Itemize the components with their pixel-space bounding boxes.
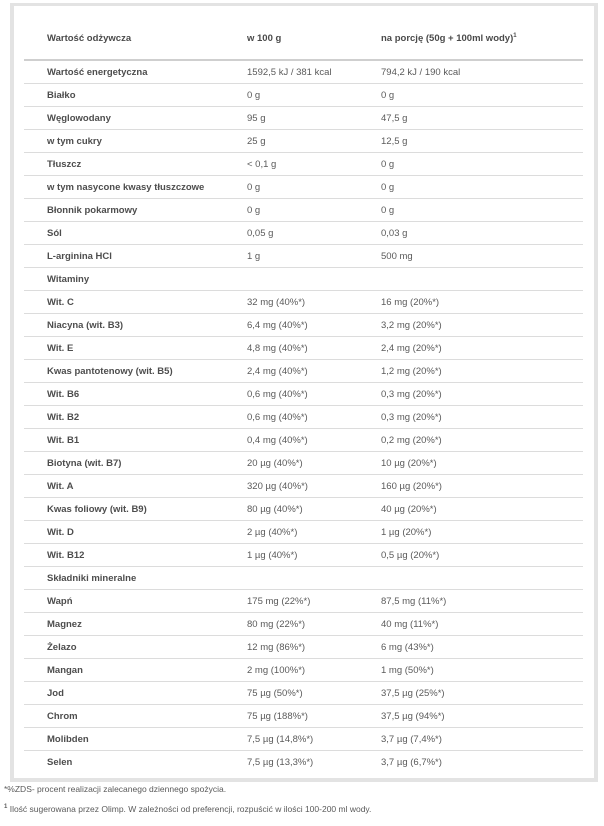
table-row bbox=[24, 222, 583, 245]
value-per-100g: 4,8 mg (40%*) bbox=[225, 337, 359, 360]
value-per-serving: 3,7 µg (7,4%*) bbox=[359, 728, 583, 751]
footnote-zds: *%ZDS- procent realizacji zalecanego dziennego spożycia. bbox=[4, 784, 227, 794]
table-row bbox=[24, 130, 583, 153]
value-per-serving: 0,2 mg (20%*) bbox=[359, 429, 583, 452]
table-row bbox=[24, 314, 583, 337]
nutrient-name: Żelazo bbox=[24, 636, 225, 659]
value-per-100g: 12 mg (86%*) bbox=[225, 636, 359, 659]
value-per-serving: 0,03 g bbox=[359, 222, 583, 245]
value-per-serving: 1 µg (20%*) bbox=[359, 521, 583, 544]
table-row bbox=[24, 268, 583, 291]
table-row bbox=[24, 544, 583, 567]
value-per-100g: 1 g bbox=[225, 245, 359, 268]
table-row bbox=[24, 176, 583, 199]
table-row bbox=[24, 199, 583, 222]
table-row bbox=[24, 107, 583, 130]
value-per-100g: 175 mg (22%*) bbox=[225, 590, 359, 613]
table-header-row bbox=[24, 18, 583, 60]
table-row bbox=[24, 245, 583, 268]
table-row bbox=[24, 60, 583, 84]
nutrition-table-frame bbox=[10, 3, 598, 782]
table-row bbox=[24, 291, 583, 314]
value-per-100g: 2 mg (100%*) bbox=[225, 659, 359, 682]
table-row bbox=[24, 452, 583, 475]
value-per-serving bbox=[359, 268, 583, 291]
table-row bbox=[24, 636, 583, 659]
nutrient-name: Chrom bbox=[24, 705, 225, 728]
value-per-100g: 320 µg (40%*) bbox=[225, 475, 359, 498]
value-per-100g: 80 mg (22%*) bbox=[225, 613, 359, 636]
nutrient-name: Wit. C bbox=[24, 291, 225, 314]
value-per-100g: 32 mg (40%*) bbox=[225, 291, 359, 314]
value-per-100g: 2 µg (40%*) bbox=[225, 521, 359, 544]
nutrient-name: Węglowodany bbox=[24, 107, 225, 130]
header-per-serving bbox=[359, 18, 583, 60]
header-footnote-marker: 1 bbox=[513, 33, 517, 39]
table-body bbox=[24, 60, 583, 773]
table-row bbox=[24, 429, 583, 452]
nutrient-name: Molibden bbox=[24, 728, 225, 751]
value-per-serving: 37,5 µg (25%*) bbox=[359, 682, 583, 705]
value-per-serving: 0 g bbox=[359, 199, 583, 222]
value-per-100g: 0,6 mg (40%*) bbox=[225, 406, 359, 429]
value-per-serving: 0,3 mg (20%*) bbox=[359, 383, 583, 406]
footnote-serving-marker: 1 bbox=[4, 804, 8, 810]
value-per-serving bbox=[359, 567, 583, 590]
header-per-serving-label: na porcję (50g + 100ml wody) bbox=[381, 33, 514, 44]
value-per-100g bbox=[225, 268, 359, 291]
value-per-100g: 25 g bbox=[225, 130, 359, 153]
value-per-100g: 2,4 mg (40%*) bbox=[225, 360, 359, 383]
nutrient-name: Wapń bbox=[24, 590, 225, 613]
nutrient-name: Wit. B1 bbox=[24, 429, 225, 452]
value-per-serving: 0,5 µg (20%*) bbox=[359, 544, 583, 567]
nutrient-name: Selen bbox=[47, 756, 73, 768]
nutrient-name: Wit. D bbox=[24, 521, 225, 544]
value-per-serving: 6 mg (43%*) bbox=[359, 636, 583, 659]
value-per-100g: 7,5 µg (13,3%*) bbox=[247, 756, 314, 768]
value-per-serving: 0,3 mg (20%*) bbox=[359, 406, 583, 429]
value-per-serving: 0 g bbox=[359, 153, 583, 176]
value-per-serving: 1 mg (50%*) bbox=[359, 659, 583, 682]
nutrient-name: Wit. B12 bbox=[24, 544, 225, 567]
nutrient-name: Biotyna (wit. B7) bbox=[24, 452, 225, 475]
nutrient-name: Wartość energetyczna bbox=[24, 60, 225, 84]
value-per-serving: 160 µg (20%*) bbox=[359, 475, 583, 498]
nutrient-name: Wit. E bbox=[24, 337, 225, 360]
value-per-100g: 7,5 µg (14,8%*) bbox=[225, 728, 359, 751]
nutrient-name: Wit. B6 bbox=[24, 383, 225, 406]
value-per-100g: 0 g bbox=[225, 176, 359, 199]
nutrient-name: L-arginina HCl bbox=[24, 245, 225, 268]
value-per-100g: 0 g bbox=[225, 199, 359, 222]
value-per-serving: 40 mg (11%*) bbox=[359, 613, 583, 636]
nutrient-name: Mangan bbox=[24, 659, 225, 682]
nutrient-name: Jod bbox=[24, 682, 225, 705]
table-row bbox=[24, 751, 583, 774]
table-row bbox=[24, 705, 583, 728]
value-per-serving: 12,5 g bbox=[359, 130, 583, 153]
value-per-100g bbox=[225, 567, 359, 590]
value-per-100g: 1 µg (40%*) bbox=[225, 544, 359, 567]
table-row bbox=[24, 337, 583, 360]
value-per-100g: 1592,5 kJ / 381 kcal bbox=[225, 60, 359, 84]
value-per-serving: 47,5 g bbox=[359, 107, 583, 130]
nutrient-name: Niacyna (wit. B3) bbox=[24, 314, 225, 337]
table-row bbox=[24, 613, 583, 636]
table-row bbox=[24, 682, 583, 705]
nutrient-name: Tłuszcz bbox=[24, 153, 225, 176]
value-per-100g: 0,6 mg (40%*) bbox=[225, 383, 359, 406]
table-row bbox=[24, 590, 583, 613]
nutrient-name: w tym nasycone kwasy tłuszczowe bbox=[24, 176, 225, 199]
nutrient-name: Błonnik pokarmowy bbox=[24, 199, 225, 222]
header-nutrient: Wartość odżywcza bbox=[24, 18, 225, 60]
value-per-serving: 2,4 mg (20%*) bbox=[359, 337, 583, 360]
table-row bbox=[24, 475, 583, 498]
footnote-serving bbox=[4, 804, 371, 814]
nutrient-name: w tym cukry bbox=[24, 130, 225, 153]
value-per-100g: 80 µg (40%*) bbox=[225, 498, 359, 521]
value-per-serving: 0 g bbox=[359, 84, 583, 107]
value-per-100g: < 0,1 g bbox=[225, 153, 359, 176]
value-per-100g: 95 g bbox=[225, 107, 359, 130]
value-per-100g: 0,4 mg (40%*) bbox=[225, 429, 359, 452]
footnote-serving-text: Ilość sugerowana przez Olimp. W zależności od preferencji, rozpuścić w ilości 100-200 ml wody. bbox=[7, 804, 372, 814]
value-per-serving: 16 mg (20%*) bbox=[359, 291, 583, 314]
nutrient-name: Wit. A bbox=[24, 475, 225, 498]
value-per-serving: 794,2 kJ / 190 kcal bbox=[359, 60, 583, 84]
nutrient-name: Białko bbox=[24, 84, 225, 107]
value-per-100g: 6,4 mg (40%*) bbox=[225, 314, 359, 337]
table-row bbox=[24, 360, 583, 383]
value-per-serving: 37,5 µg (94%*) bbox=[359, 705, 583, 728]
value-per-100g: 20 µg (40%*) bbox=[225, 452, 359, 475]
value-per-serving: 0 g bbox=[359, 176, 583, 199]
table-row bbox=[24, 521, 583, 544]
header-per-100g: w 100 g bbox=[225, 18, 359, 60]
value-per-serving: 3,2 mg (20%*) bbox=[359, 314, 583, 337]
table-row bbox=[24, 84, 583, 107]
table-row bbox=[24, 659, 583, 682]
value-per-serving: 10 µg (20%*) bbox=[359, 452, 583, 475]
table-row bbox=[24, 153, 583, 176]
table-row bbox=[24, 383, 583, 406]
value-per-serving: 87,5 mg (11%*) bbox=[359, 590, 583, 613]
table-row bbox=[24, 498, 583, 521]
value-per-100g: 0,05 g bbox=[225, 222, 359, 245]
table-row bbox=[24, 406, 583, 429]
nutrient-name: Sól bbox=[24, 222, 225, 245]
value-per-serving: 1,2 mg (20%*) bbox=[359, 360, 583, 383]
value-per-100g: 75 µg (188%*) bbox=[225, 705, 359, 728]
nutrient-name: Składniki mineralne bbox=[24, 567, 225, 590]
table-row bbox=[24, 728, 583, 751]
value-per-100g: 75 µg (50%*) bbox=[225, 682, 359, 705]
nutrient-name: Wit. B2 bbox=[24, 406, 225, 429]
nutrient-name: Kwas pantotenowy (wit. B5) bbox=[24, 360, 225, 383]
value-per-serving: 500 mg bbox=[359, 245, 583, 268]
table-row bbox=[24, 567, 583, 590]
nutrition-table bbox=[24, 18, 583, 773]
nutrient-name: Witaminy bbox=[24, 268, 225, 291]
nutrient-name: Magnez bbox=[24, 613, 225, 636]
nutrient-name: Kwas foliowy (wit. B9) bbox=[24, 498, 225, 521]
value-per-serving: 40 µg (20%*) bbox=[359, 498, 583, 521]
value-per-serving: 3,7 µg (6,7%*) bbox=[381, 756, 442, 768]
value-per-100g: 0 g bbox=[225, 84, 359, 107]
